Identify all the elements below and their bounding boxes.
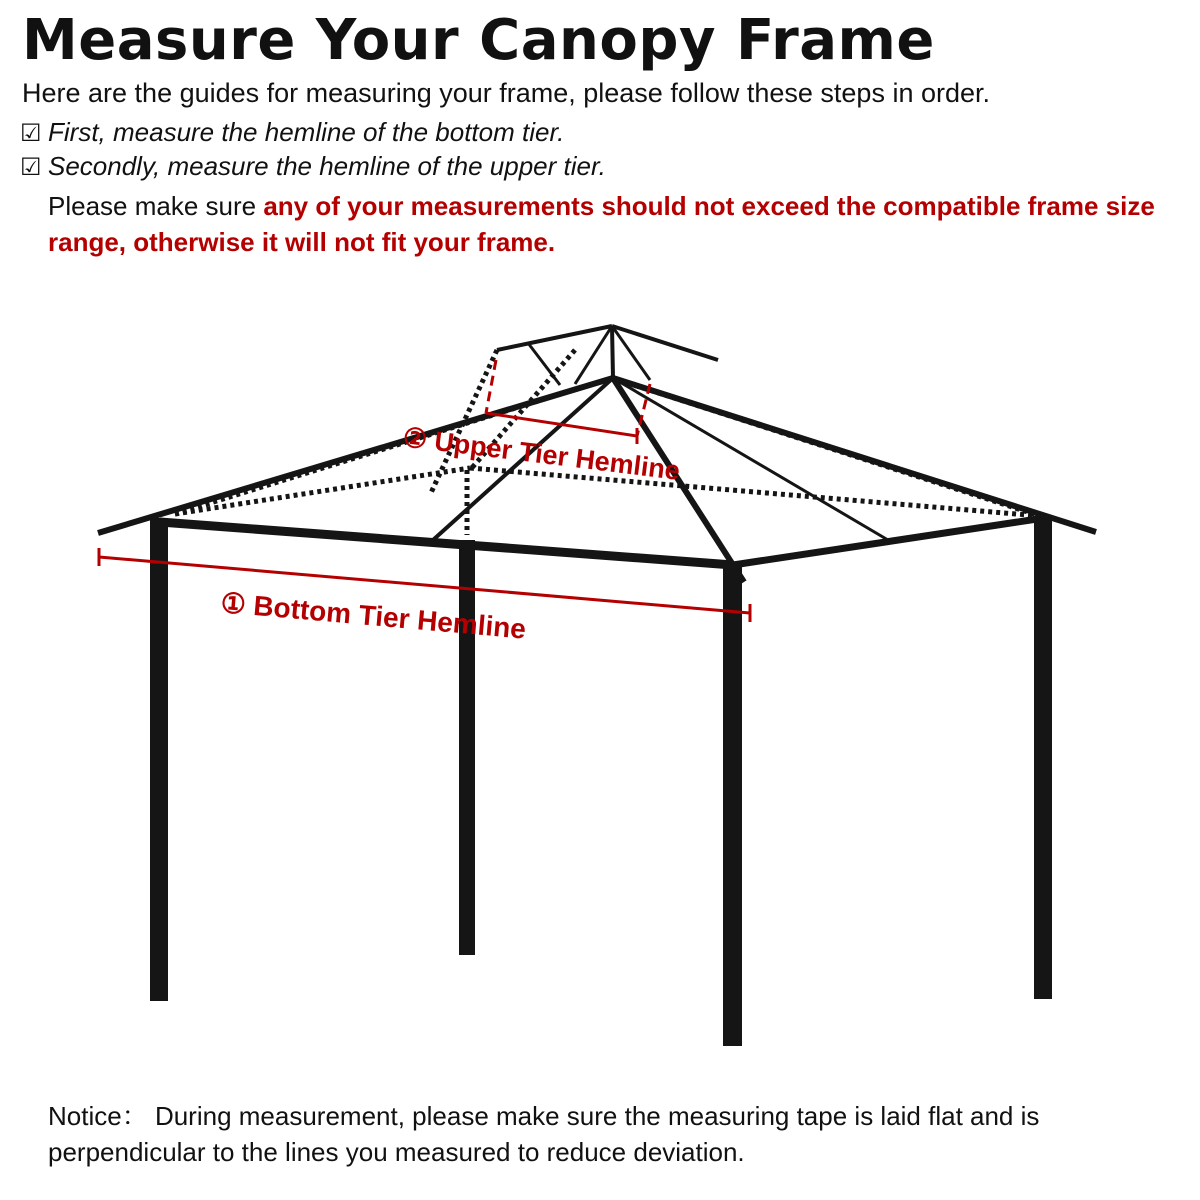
leg-back-right: [1034, 516, 1052, 999]
upper-brace-left: [575, 326, 612, 384]
upper-tier-label: ② Upper Tier Hemline: [401, 422, 682, 486]
notice-body: During measurement, please make sure the measuring tape is laid flat and is perpendicular to the lines you measured to reduce deviation.: [48, 1101, 1040, 1167]
measure-lines: [99, 360, 750, 622]
dotted-back-right: [470, 468, 1040, 516]
leg-front-right: [723, 562, 742, 1046]
dotted-back-left: [175, 468, 470, 514]
notice-text: [48, 1098, 1158, 1170]
frame-structure: [98, 326, 1096, 1046]
step-second-text: Secondly, measure the hemline of the upper tier.: [48, 151, 606, 181]
upper-eave-left: [497, 326, 612, 350]
roof-eave-right: [613, 378, 1096, 532]
bottom-tier-label: ① Bottom Tier Hemline: [219, 587, 528, 645]
upper-eave-right: [612, 326, 718, 360]
beam-right: [733, 518, 1044, 565]
warning-highlight: any of your measurements should not exceed the compatible frame size range, otherwise it will not fit your frame.: [48, 191, 1155, 257]
warning-prefix: Please make sure: [48, 191, 264, 221]
notice-label: Notice：: [48, 1101, 148, 1131]
step-first-text: First, measure the hemline of the bottom tier.: [48, 117, 565, 147]
upper-strut-left: [528, 343, 560, 385]
intro-text: Here are the guides for measuring your frame, please follow these steps in order.: [22, 78, 991, 108]
leg-front-left: [150, 518, 168, 1001]
leg-back-middle: [459, 540, 475, 955]
check-icon: ☑: [20, 120, 42, 147]
check-icon: ☑: [20, 154, 42, 181]
upper-post-center: [612, 326, 613, 378]
page-title: Measure Your Canopy Frame: [22, 8, 935, 73]
